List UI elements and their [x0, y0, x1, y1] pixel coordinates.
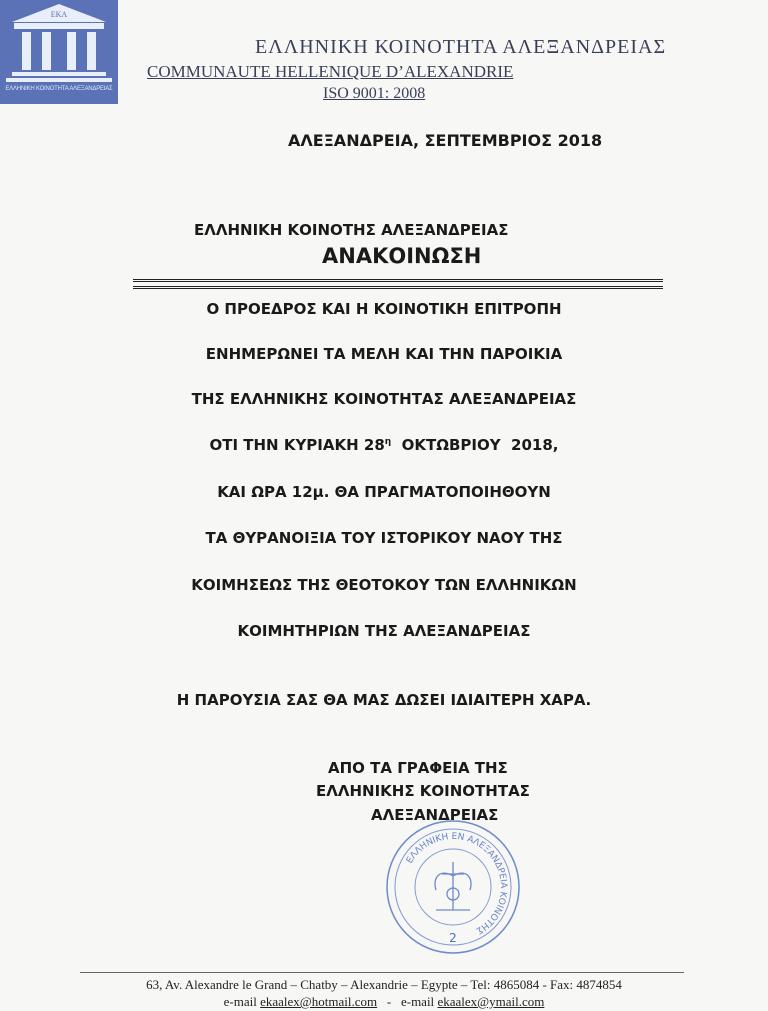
footer-emails [0, 994, 768, 1010]
body-line-4-end: ΟΚΤΩΒΡΙΟΥ 2018, [391, 436, 559, 454]
body-line-4 [0, 436, 768, 454]
body-line-4-start: ΟΤΙ ΤΗΝ ΚΥΡΙΑΚΗ 28 [209, 436, 385, 454]
ordinal-suffix: η [384, 437, 392, 447]
body-line-6: ΤΑ ΘΥΡΑΝΟΙΞΙΑ ΤΟΥ ΙΣΤΟΡΙΚΟΥ ΝΑΟΥ ΤΗΣ [205, 529, 563, 547]
letterhead-iso: ISO 9001: 2008 [323, 85, 426, 102]
email-separator: - [386, 994, 392, 1009]
community-logo [0, 0, 118, 104]
svg-text:ΕΛΛΗΝΙΚΗ ΕΝ ΑΛΕΞΑΝΔΡΕΙΑ ΚΟΙΝΟΤ: ΕΛΛΗΝΙΚΗ ΕΝ ΑΛΕΞΑΝΔΡΕΙΑ ΚΟΙΝΟΤΗΣ [404, 831, 509, 936]
footer-rule [80, 972, 684, 973]
announcement-title: ΑΝΑΚΟΙΝΩΣΗ [322, 244, 482, 268]
footer-address: 63, Av. Alexandre le Grand – Chatby – Alexandrie – Egypte – Tel: 4865084 - Fax: 4874854 [146, 977, 622, 992]
body-line-2: ΕΝΗΜΕΡΩΝΕΙ ΤΑ ΜΕΛΗ ΚΑΙ ΤΗΝ ΠΑΡΟΙΚΙΑ [205, 345, 563, 363]
letterhead-greek: ΕΛΛΗΝΙΚΗ ΚΟΙΝΟΤΗΤΑ ΑΛΕΞΑΝΔΡΕΙΑΣ [255, 36, 667, 58]
logo-ribbon-text: ΕΛΛΗΝΙΚΗ ΚΟΙΝΟΤΗΤΑ ΑΛΕΞΑΝΔΡΕΙΑΣ [5, 86, 113, 92]
email-label-1: e-mail [223, 994, 257, 1009]
signature-line-3: ΑΛΕΞΑΝΔΡΕΙΑΣ [371, 806, 499, 824]
body-line-9: Η ΠΑΡΟΥΣΙΑ ΣΑΣ ΘΑ ΜΑΣ ΔΩΣΕΙ ΙΔΙΑΙΤΕΡΗ ΧΑΡΑ. [176, 691, 592, 709]
date-line: ΑΛΕΞΑΝΔΡΕΙΑ, ΣΕΠΤΕΜΒΡΙΟΣ 2018 [288, 131, 603, 150]
email-link-hotmail[interactable]: ekaalex@hotmail.com [260, 994, 378, 1009]
body-line-8: ΚΟΙΜΗΤΗΡΙΩΝ ΤΗΣ ΑΛΕΞΑΝΔΡΕΙΑΣ [237, 622, 531, 640]
email-link-ymail[interactable]: ekaalex@ymail.com [437, 994, 545, 1009]
body-line-5: ΚΑΙ ΩΡΑ 12μ. ΘΑ ΠΡΑΓΜΑΤΟΠΟΙΗΘΟΥΝ [217, 483, 551, 501]
svg-text:2: 2 [449, 931, 457, 945]
email-label-2: e-mail [400, 994, 435, 1009]
svg-text:EKA: EKA [50, 10, 68, 19]
body-line-1: Ο ΠΡΟΕΔΡΟΣ ΚΑΙ Η ΚΟΙΝΟΤΙΚΗ ΕΠΙΤΡΟΠΗ [206, 300, 562, 318]
body-line-3: ΤΗΣ ΕΛΛΗΝΙΚΗΣ ΚΟΙΝΟΤΗΤΑΣ ΑΛΕΞΑΝΔΡΕΙΑΣ [191, 390, 577, 408]
signature-line-1: ΑΠΟ ΤΑ ΓΡΑΦΕΙΑ ΤΗΣ [328, 759, 508, 777]
community-seal-stamp [384, 818, 522, 956]
signature-line-2: ΕΛΛΗΝΙΚΗΣ ΚΟΙΝΟΤΗΤΑΣ [316, 782, 530, 800]
community-heading: ΕΛΛΗΝΙΚΗ ΚΟΙΝΟΤΗΣ ΑΛΕΞΑΝΔΡΕΙΑΣ [194, 221, 509, 239]
body-line-7: ΚΟΙΜΗΣΕΩΣ ΤΗΣ ΘΕΟΤΟΚΟΥ ΤΩΝ ΕΛΛΗΝΙΚΩΝ [191, 576, 577, 594]
temple-icon [0, 0, 118, 86]
letterhead-french: COMMUNAUTE HELLENIQUE D’ALEXANDRIE [147, 62, 514, 81]
double-rule [133, 279, 663, 289]
